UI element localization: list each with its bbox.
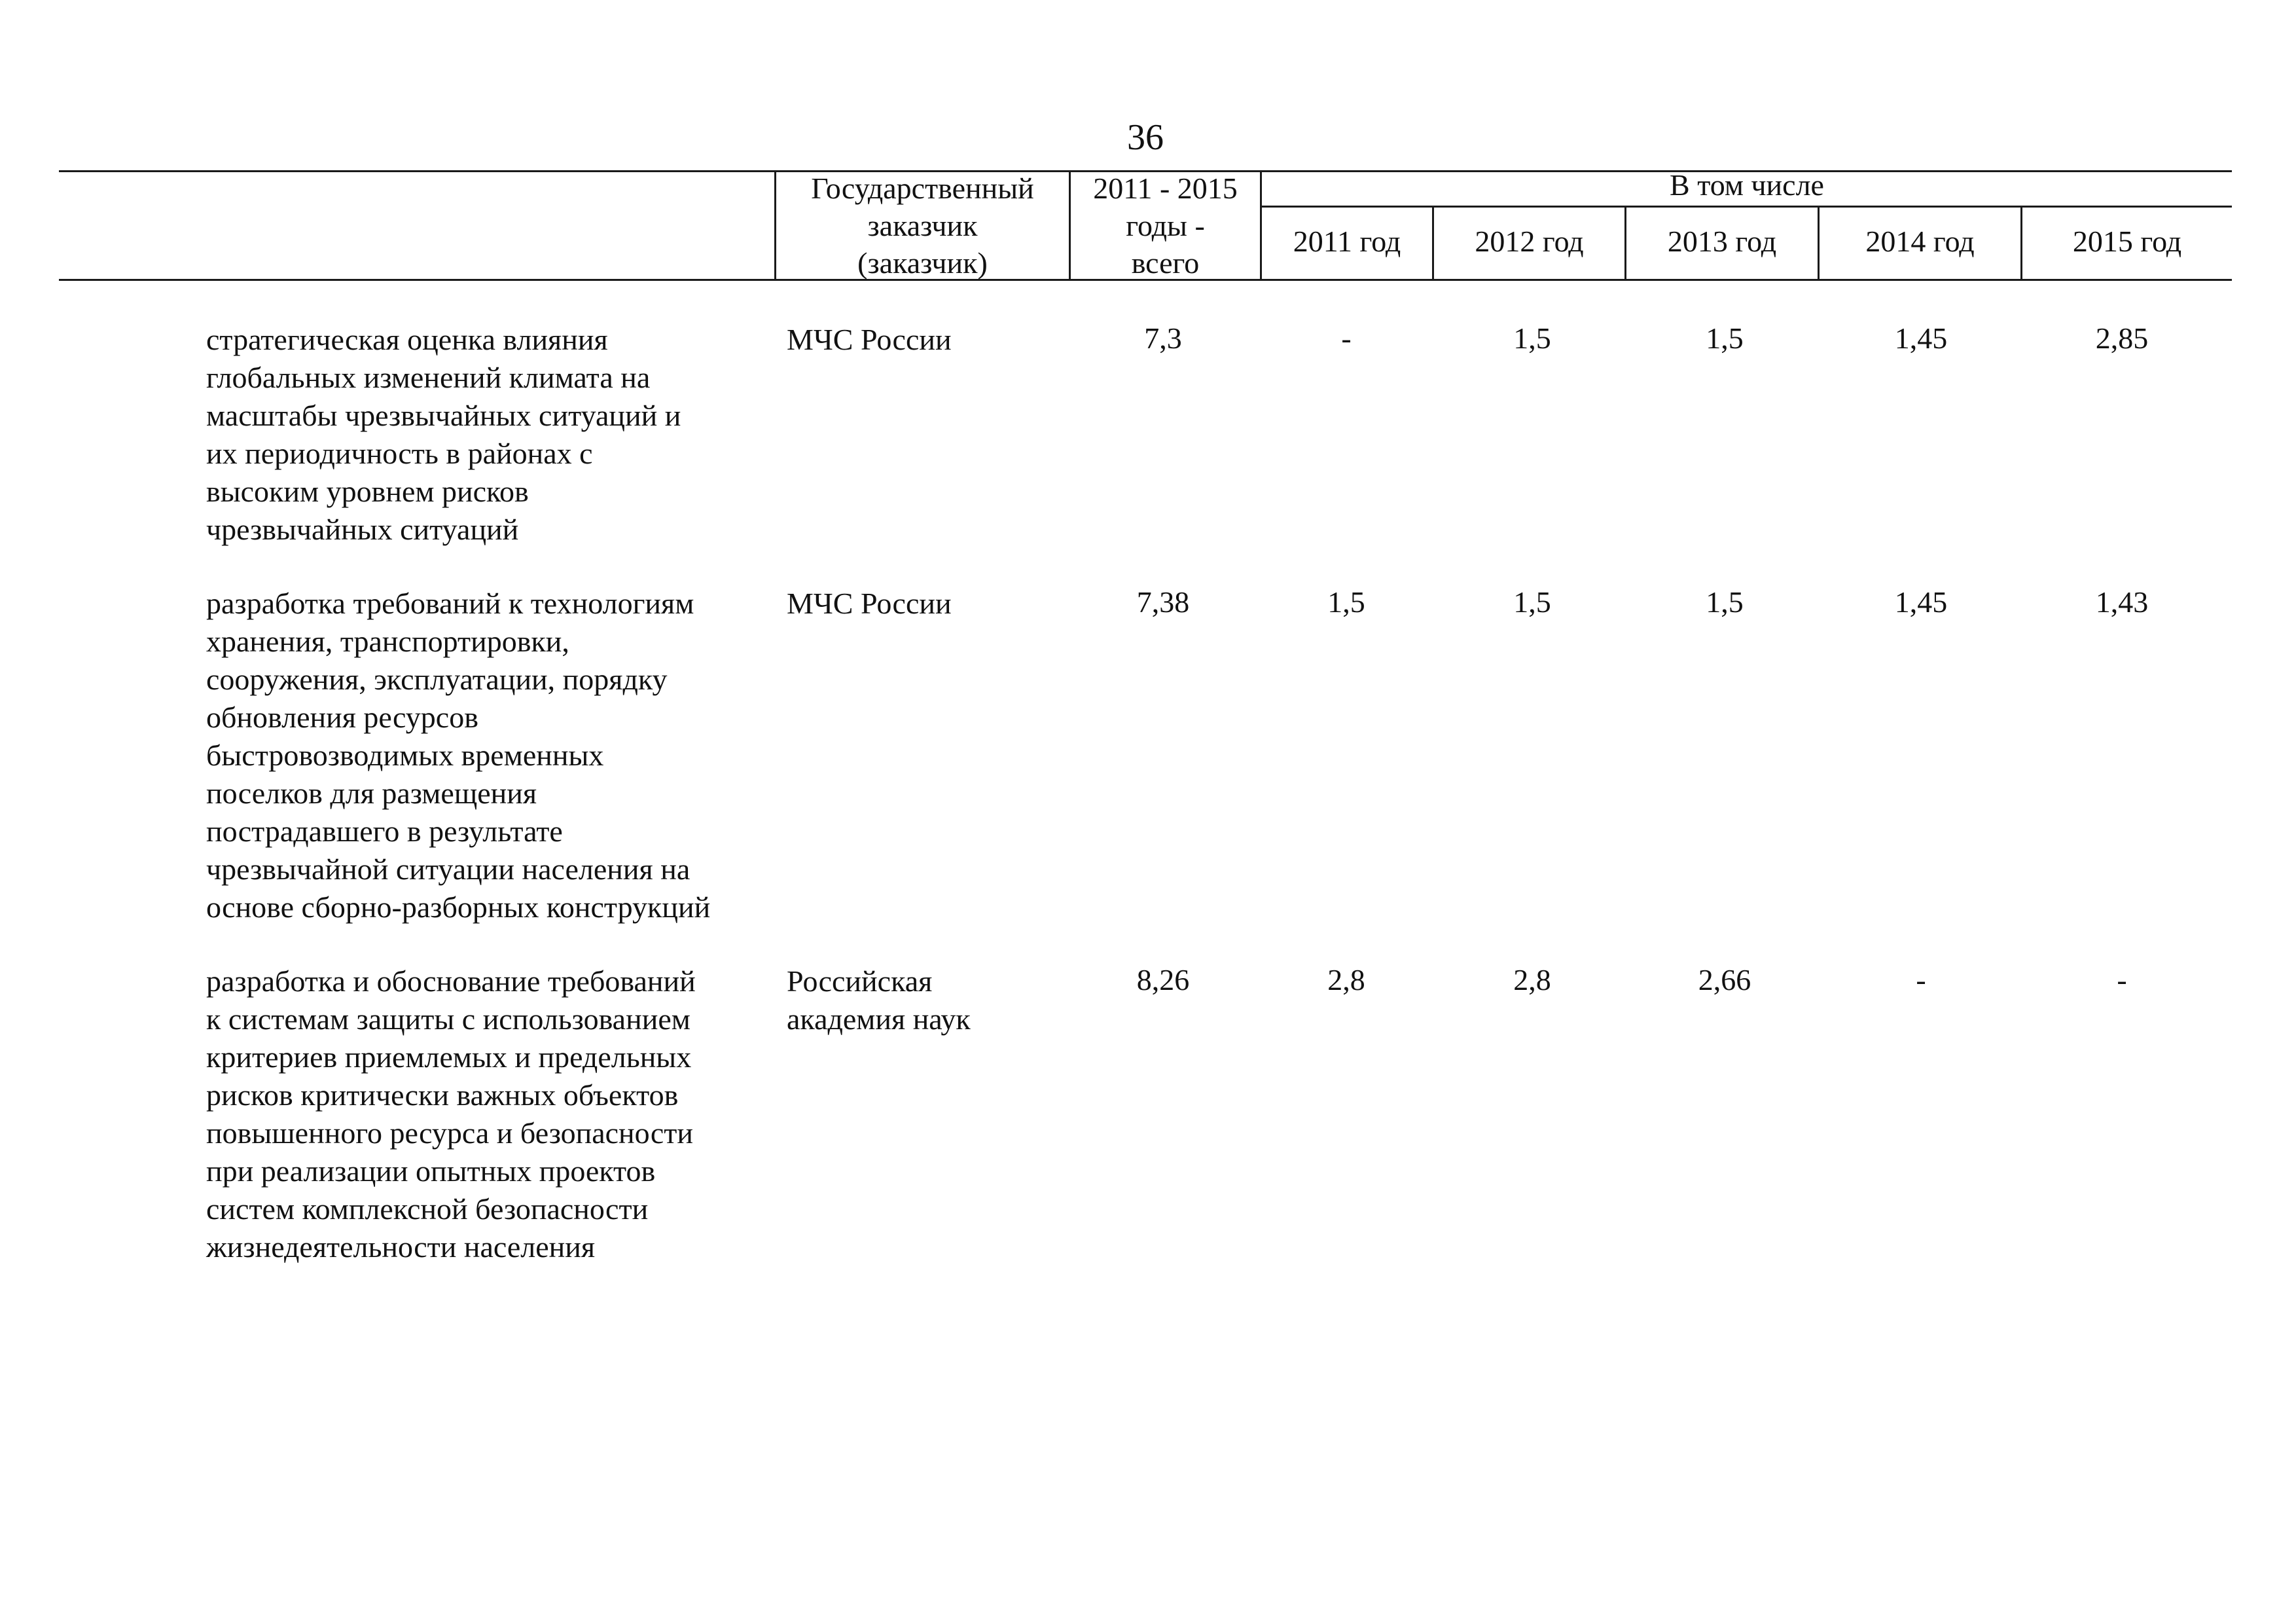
row-3-value-2015: - <box>2117 963 2127 996</box>
row-2-value-2011: 1,5 <box>1327 585 1365 619</box>
row-2-value-2015: 1,43 <box>2095 585 2149 619</box>
row-3-customer: Российская академия наук <box>787 964 971 1036</box>
row-1-value-2011: - <box>1341 321 1352 355</box>
row-1-value-2013: 1,5 <box>1706 321 1744 355</box>
row-1-customer: МЧС России <box>787 323 952 356</box>
row-3-description: разработка и обоснование требований к системам защиты с использованием критериев приемлемых и предельных рисков критически важных объектов повышенного ресурса и безопасности при реализации опытных проектов систем комплексной безопасности жизнедеятельности населения <box>206 964 696 1264</box>
row-3-value-2013: 2,66 <box>1698 963 1751 996</box>
page-number: 36 <box>1127 117 1164 158</box>
row-1-description: стратегическая оценка влияния глобальных изменений климата на масштабы чрезвычайных ситуаций и их периодичность в районах с высоким уровнем рисков чрезвычайных ситуаций <box>206 323 681 546</box>
row-1-total: 7,3 <box>1144 321 1182 355</box>
header-year-2014: 2014 год <box>1865 225 1975 258</box>
header-year-2012: 2012 год <box>1475 225 1584 258</box>
header-total: 2011 - 2015 годы - всего <box>1093 172 1238 280</box>
row-2-total: 7,38 <box>1136 585 1190 619</box>
row-3-value-2014: - <box>1916 963 1926 996</box>
row-2-value-2012: 1,5 <box>1513 585 1551 619</box>
row-2-customer: МЧС России <box>787 587 952 620</box>
row-3-value-2011: 2,8 <box>1327 963 1365 996</box>
row-1-value-2012: 1,5 <box>1513 321 1551 355</box>
header-year-2013: 2013 год <box>1667 225 1777 258</box>
row-3-value-2012: 2,8 <box>1513 963 1551 996</box>
header-year-2015: 2015 год <box>2072 225 2182 258</box>
row-2-value-2013: 1,5 <box>1706 585 1744 619</box>
header-year-2011: 2011 год <box>1293 225 1401 258</box>
header-customer: Государственный заказчик (заказчик) <box>811 172 1034 280</box>
row-3-total: 8,26 <box>1136 963 1190 996</box>
header-including: В том числе <box>1670 168 1824 202</box>
row-1-value-2014: 1,45 <box>1894 321 1948 355</box>
row-1-value-2015: 2,85 <box>2095 321 2149 355</box>
row-2-description: разработка требований к технологиям хранения, транспортировки, сооружения, эксплуатации, порядку обновления ресурсов быстровозводимых временных поселков для размещения пострадавшего в результате чрезвычайной ситуации населения на основе сборно-разборных конструкций <box>206 587 711 924</box>
row-2-value-2014: 1,45 <box>1894 585 1948 619</box>
subheader-rule <box>1262 206 2232 208</box>
